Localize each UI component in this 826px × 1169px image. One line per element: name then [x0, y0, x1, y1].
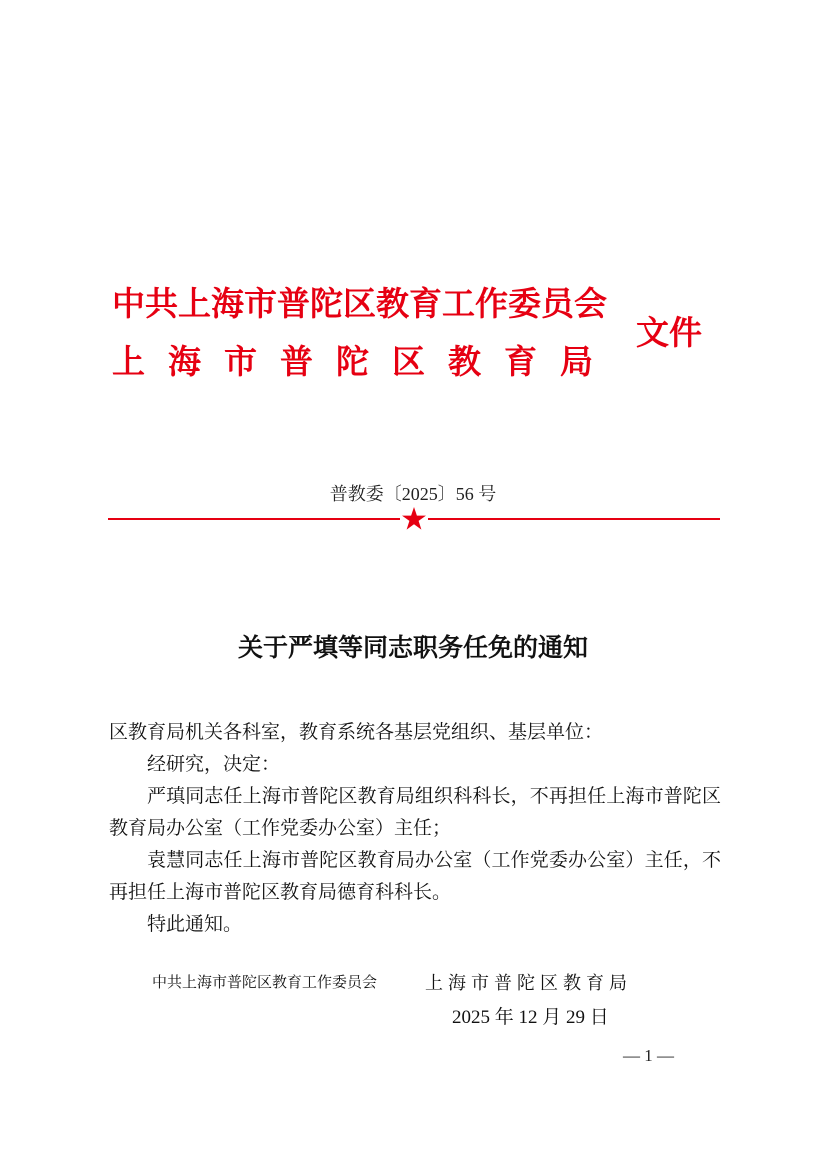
document-number: 普教委〔2025〕56 号: [329, 484, 497, 504]
appointment-paragraph-1: 严瑱同志任上海市普陀区教育局组织科科长，不再担任上海市普陀区教育局办公室（工作党委办公室）主任；: [109, 785, 721, 839]
decision-intro: 经研究，决定：: [147, 753, 281, 775]
red-star-icon: [400, 505, 428, 533]
red-divider-left: [108, 518, 400, 520]
header-education-bureau: 上海市普陀区教育局: [112, 342, 616, 381]
page-number: — 1 —: [623, 1046, 674, 1065]
red-divider-right: [428, 518, 720, 520]
header-document-suffix: 文件: [636, 313, 702, 352]
signature-education-bureau: 上海市普陀区教育局: [425, 973, 632, 994]
closing-line: 特此通知。: [147, 913, 243, 935]
signature-date: 2025 年 12 月 29 日: [452, 1007, 609, 1028]
notice-title: 关于严填等同志职务任免的通知: [237, 633, 588, 662]
header-party-committee: 中共上海市普陀区教育工作委员会: [112, 284, 607, 323]
recipients-line: 区教育局机关各科室，教育系统各基层党组织、基层单位：: [109, 721, 604, 743]
appointment-paragraph-2: 袁慧同志任上海市普陀区教育局办公室（工作党委办公室）主任，不再担任上海市普陀区教育局德育科科长。: [109, 849, 721, 903]
signature-party-committee: 中共上海市普陀区教育工作委员会: [152, 973, 378, 991]
notice-body: [109, 716, 721, 940]
